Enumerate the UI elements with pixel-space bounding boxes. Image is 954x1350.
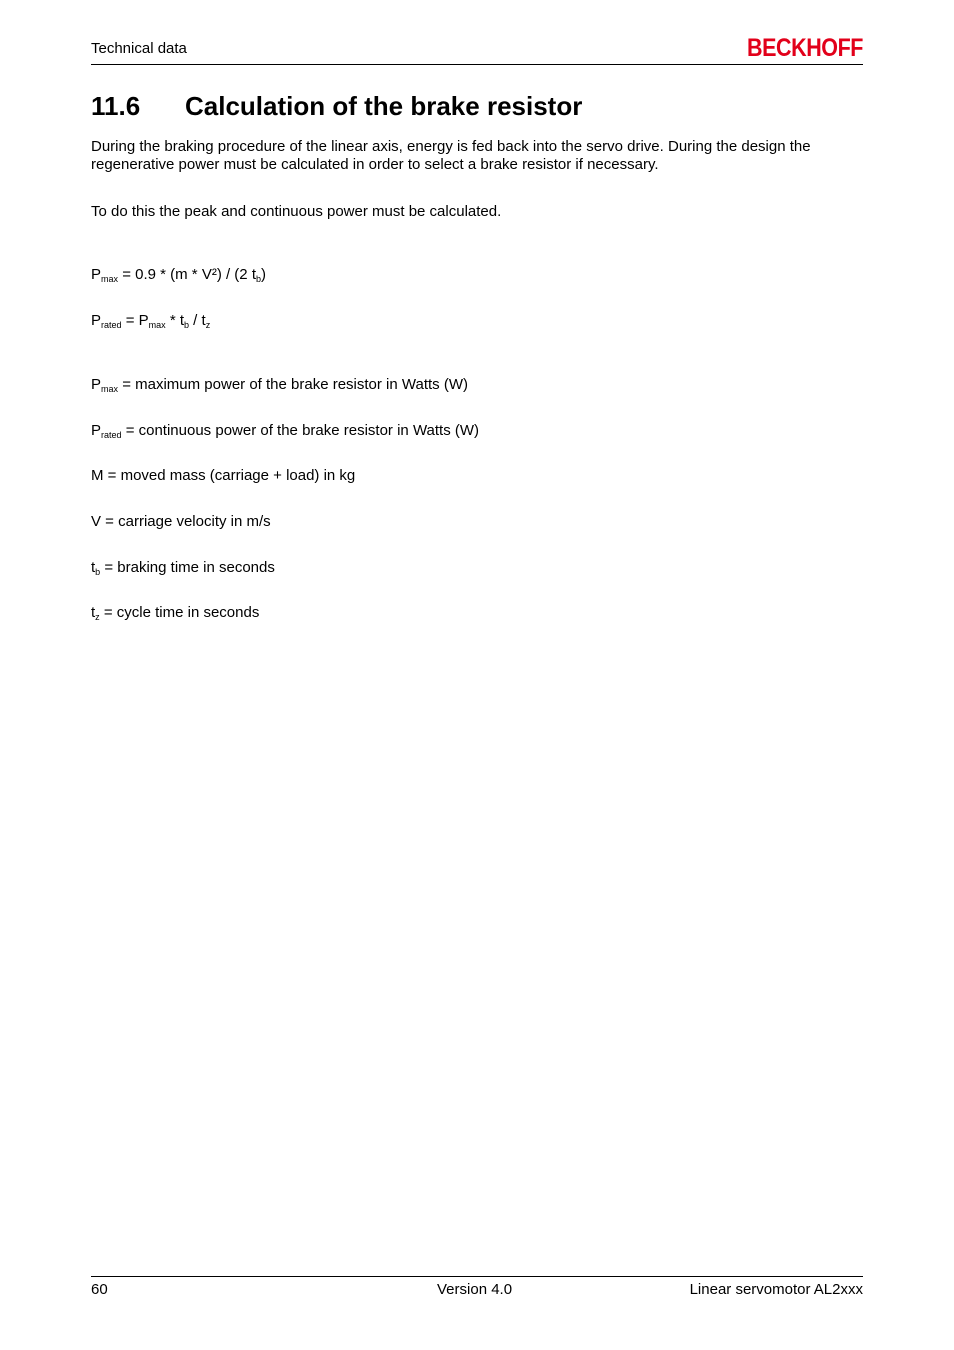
definition-item xyxy=(91,467,355,484)
definition-symbol: M xyxy=(91,467,104,484)
definition-item xyxy=(91,376,468,393)
definition-text: = continuous power of the brake resistor in Watts (W) xyxy=(121,422,480,439)
definition-subscript: b xyxy=(95,567,101,577)
formula-prated-symbol: P xyxy=(91,312,102,329)
definition-item xyxy=(91,422,479,439)
formula-prated-sub-z: z xyxy=(205,320,211,330)
product-name: Linear servomotor AL2xxx xyxy=(689,1281,863,1298)
header-section-title: Technical data xyxy=(91,40,187,57)
definition-text: = maximum power of the brake resistor in Watts (W) xyxy=(118,376,468,393)
definition-text: = braking time in seconds xyxy=(100,559,275,576)
definition-item xyxy=(91,513,271,530)
footer-rule xyxy=(91,1276,863,1277)
formula-prated-eq: = P xyxy=(121,312,149,329)
intro-paragraph: During the braking procedure of the linear axis, energy is fed back into the servo drive. During the design the regenerative power must be calculated in order to select a brake resistor if necessary. xyxy=(91,138,811,173)
formula-pmax xyxy=(91,266,266,283)
section-number: 11.6 xyxy=(91,91,141,121)
beckhoff-logo: BECKHOFF xyxy=(747,34,864,62)
definition-symbol: P xyxy=(91,422,102,439)
formula-prated-sub: rated xyxy=(101,320,122,330)
formula-pmax-sub: max xyxy=(101,274,119,284)
page-number: 60 xyxy=(91,1281,108,1298)
definition-symbol: V xyxy=(91,513,102,530)
definition-text: = cycle time in seconds xyxy=(99,604,260,621)
formula-prated-times: * t xyxy=(165,312,184,329)
document-version: Version 4.0 xyxy=(437,1281,513,1298)
definition-subscript: z xyxy=(95,612,100,622)
intro-paragraph-2: To do this the peak and continuous power must be calculated. xyxy=(91,203,502,220)
formula-prated-sub-max: max xyxy=(148,320,166,330)
formula-prated-div: / t xyxy=(189,312,206,329)
definition-symbol: P xyxy=(91,376,102,393)
definition-subscript: max xyxy=(101,384,119,394)
definition-text: = moved mass (carriage + load) in kg xyxy=(103,467,356,484)
definition-item xyxy=(91,604,259,621)
formula-pmax-symbol: P xyxy=(91,266,102,283)
formula-pmax-expr: = 0.9 * (m * V²) / (2 t xyxy=(118,266,256,283)
definition-symbol: t xyxy=(91,604,96,621)
section-title: Calculation of the brake resistor xyxy=(185,91,583,121)
formula-prated-sub-b: b xyxy=(184,320,190,330)
definition-subscript: rated xyxy=(101,430,122,440)
formula-pmax-sub-b: b xyxy=(255,274,261,284)
definition-item xyxy=(91,559,275,576)
definition-text: = carriage velocity in m/s xyxy=(101,513,271,530)
definition-symbol: t xyxy=(91,559,96,576)
formula-pmax-end: ) xyxy=(261,266,266,283)
header-rule xyxy=(91,64,863,65)
formula-prated xyxy=(91,312,210,329)
